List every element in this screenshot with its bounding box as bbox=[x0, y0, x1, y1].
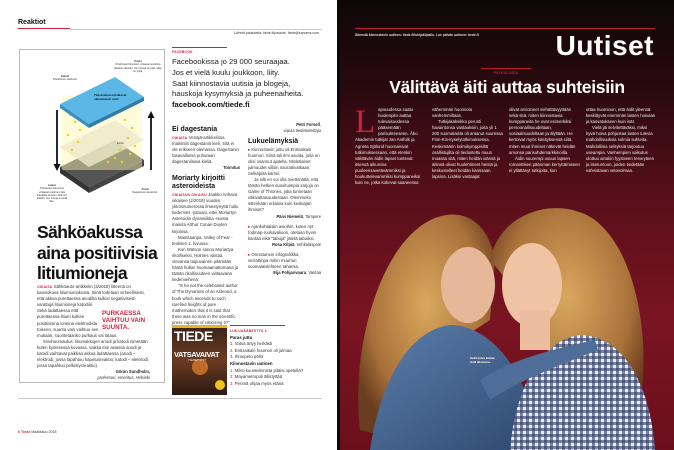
section-title: Reaktiot bbox=[18, 19, 46, 26]
magazine-cover[interactable] bbox=[172, 325, 227, 395]
article-column-2: vähemmän huomiota vanhemmiltaan. Tutkijakaksikko perusti havaintonsa vastauksiin, joita yli 1 200 suomalaista oli antanut suuressa Finn-Kin-kyselytutkimuksessa. Keskimäärin kolmikymppisiltä osallistujilta oli tiedusteltu muun muassa sitä, miten heidän isänsä ja äitinsä olivat huolehtineet heistä ja keskustelleet heidän kanssaan lapsina. Lisäksi vastaajat bbox=[432, 107, 503, 180]
page-footer: 6 Tiede Maaliskuu 2018 bbox=[18, 430, 57, 434]
cover-sub: YLEISET SYYT bbox=[188, 359, 207, 362]
right-page bbox=[340, 0, 674, 450]
header-line: Äänestä kiinnostavin uutinen: tiede.fi/lukijakilpailu. Lue päivän uutinen: tiede.fi bbox=[355, 33, 479, 37]
divider bbox=[70, 29, 322, 30]
diagram-caption: Tässä akussa kulkevat oikeanlaiset ionit. bbox=[94, 93, 127, 101]
article-column-3: olivat arvioineet viehättävyyttään sekä sitä, miten kiinnostavia kumppaneita he ovat esimerkiksi persoonallisuudeltaan, sosiaalisuudeltaan ja älyltään. He kertoivat myös käsityksensä siitä, miten muut ihmiset näkevät heidän arvonsa parisuhdemarkkinoilla. Äidin suurempi osuus lapsen romanttisen pääoman kerryttämiseen ei yllättänyt tutkijoita, kun bbox=[509, 107, 580, 173]
pull-quote: PURKAESSA VAIHTUU VAIN SUUNTA. bbox=[102, 310, 146, 332]
letters-column-1: Ei dagestania OIKAISU Venäjä-artikkelissa mainittiin dagestanin kieli. Sitä ei ole erikseen olemassa. Dagestanin tasavallassa puhutaan dagestanilaisia kieliä. Toimitus Moriarty kirjoitti asteroideista OIKAISUN OIKAISU Jaakko Anhava oikaisee (2/2018) vuoden ykkösnumerossa ilmestynyttä hullu tiedemies -juttuani, ettei Moriartyn Asteroidin dynamiikka -teosta mainita Arthur Conan Doylen kirjoissa. Mainitaanpa, Valley of Fear -teoksen 1. luvussa. Kun Watson sanoo Moriartya rikolliseksi, Holmes vastaa olevansa taipuvainen pitämään häntä hullun huomaamattomana ja tämän rikollisuuteen viittaavana tiedemiehenä: "Is he not the celebrated author of The Dynamics of an Asteroid, a book which ascends to such rarefied heights of pure mathematics that it is said that there was no man in the scientific press capable of criticizing it?" bbox=[172, 126, 240, 325]
anodi-label: Anodi Negatiivinen elektrodi. bbox=[132, 188, 158, 195]
daughter-face bbox=[441, 247, 495, 323]
photo-caption: Heitä hoiva kantaa vielä aikuisena. bbox=[470, 356, 495, 364]
section-underline bbox=[18, 28, 70, 29]
correction-title: Sähköakussa aina positiivisia litiumioneja bbox=[37, 222, 158, 283]
article-column-4: ottaa huomioon, että äidit yleensä keskittyvät enemmän lasten hoivaan ja kasvatukseen kuin isät. Vielä jäi selvitettäväksi, miksi hyvä hoiva pohjustaa lasten tulevia mahdollisuuksia solmia suhteita. Mahdollisia selityksiä tarjoutuu useampia. Vanhempien vaikutus ulottuu ainakin fyysiseen terveyteen ja itsetuntoon, joiden tiedetään vahvistavan vetovoimaa. bbox=[586, 107, 656, 173]
correction-body: OIKAISU Sähköauto-artikkelin (3/2018) litteenä on kaaviokuva litiumioniakusta. Siinä todetaan virheellisesti, että akkua purettaessa anodilta kulkisi negatiivisesti varattuja litiumioneja katodiin. PURKAESSA VAIHTUU VAIN SUUNTA. Sekä ladattaessa että purettaessa litium kulkee positiivisina ioneina elektrodista toiseen, suunta vain vaihtuu sen mukaan, suoritetaanko purkaus vai lataus. Sivuhuomautus: litiumakkujen anodi ja katodi nimetään kuten kyseisessä kuvassa, vaikka itse asiassa anodi ja katodi vaihtavat paikkaa akkua ladattaessa (anodi – elektrodi, jossa tapahtuu hapetusreaktio; katodi – elektrodi, jossa tapahtuu pelkistysreaktio). Göran Sundholm, professori, emeritus, Helsinki bbox=[37, 284, 150, 381]
drop-cap: L bbox=[355, 104, 376, 140]
lataus-label: Lataus Positiiviset litiumionit virtaavat erottimen läpi katodista anodiin. Akku on ladattu, kun ioneja ei enää liiku. bbox=[36, 184, 68, 204]
erotin-label: Erotin bbox=[117, 142, 124, 145]
purku-label: Purku Positiiviset litiumionit virtaavat anodista takaisin katodiin. Kun ioneja ei kulje, akku on tyhjä. bbox=[114, 60, 162, 73]
facebook-label: FACEBOOK bbox=[172, 50, 193, 54]
feedback-line: Lähetä palautetta: tiede.fi/palaute, tiede@sanoma.com bbox=[234, 31, 319, 35]
article-column-1: Lapsuudessa saatu huolenpito auttaa tulevaisuudessa pääsemään parisuhteeseen. Åbo Akademin tutkijat Jan Antfolk ja Agneta Sjölund huomaisivat tutkimuksessaan, että etenkin välittävän äidin lapset tuntevat itsensä aikuisina puoleensavetävämmiksi ja houkuttelevammiksi kumppaneiksi kuin ne, jotka kokevat saaneensa bbox=[355, 104, 421, 186]
correction-box bbox=[19, 49, 165, 383]
divider bbox=[481, 68, 531, 69]
facebook-promo: Facebookissa jo 29 000 seuraajaa. Jos et vielä kuulu joukkoon, liity. Saat kiinnostavia uutisia ja blogeja, hauskoja kysymyksiä ja puheenaiheita. facebook.com/tiede.fi bbox=[172, 57, 304, 110]
divider bbox=[172, 47, 227, 48]
letters-column-2: Petri Forsell, vapaa tiedetoimittaja Lukuelämyksiä ▸ Kiinnostavin juttu oli Entisaikain huumori. Siinä tuli ilmi asioita, joita en olisi osannut ajatella. Minkälaiset julmuudet silloin naurattivatkaan. Selkäpiitä karmii. Ja silti en voi olla miettimättä, että tämän hetken suosituimpia sarjoja on Game of Thrones, joka tunnetaan väkivaltaisuudestaan. Olemmeko sittenkään erilaisia kuin keskiajan ihmiset? Päivi Niemelä, Tampere ▸ Ajankohtaisiin asioihin, kuten nyt fodmap-ruokavalioon, otetaan hyvin kantaa eikä "tabuja" jätetä tabuiksi. Rosa Kilpiä, Vehkalaspale ▸ Onnistunein infografiikka, verrattinpa mihin muuhun suomalaislehteen tahansa. Eija Pohjanvaara, Vantaa bbox=[248, 122, 321, 276]
divider bbox=[230, 325, 285, 326]
headline: Välittävä äiti auttaa suhteisiin bbox=[389, 77, 625, 97]
katodi-label: Katodi Positiivinen elektrodi. bbox=[52, 75, 78, 82]
header-rule bbox=[355, 28, 655, 29]
divider bbox=[18, 398, 322, 399]
facebook-link[interactable]: facebook.com/tiede.fi bbox=[172, 100, 250, 110]
cover-brand: TIEDE bbox=[174, 328, 213, 344]
photo-mother-daughter bbox=[340, 200, 674, 450]
poll: LUKIJAÄÄNESTYS 2 Paras juttu 1. Vatsa ärtyy herkästi 2. Entisaikain huumori oli julmaa 3. Ihmepeto pöllö Kiinnostavin uutinen 1. Miksi kuuntelemista pitäisi opetella? 2. Mayametropoli ällistyttää 3. Perimä ohjaa myös etänä bbox=[230, 329, 304, 386]
cover-headline: VATSAVAIVAT bbox=[174, 350, 220, 359]
kicker: PSYKOLOGIA bbox=[493, 71, 519, 75]
section-title: Uutiset bbox=[555, 30, 654, 61]
